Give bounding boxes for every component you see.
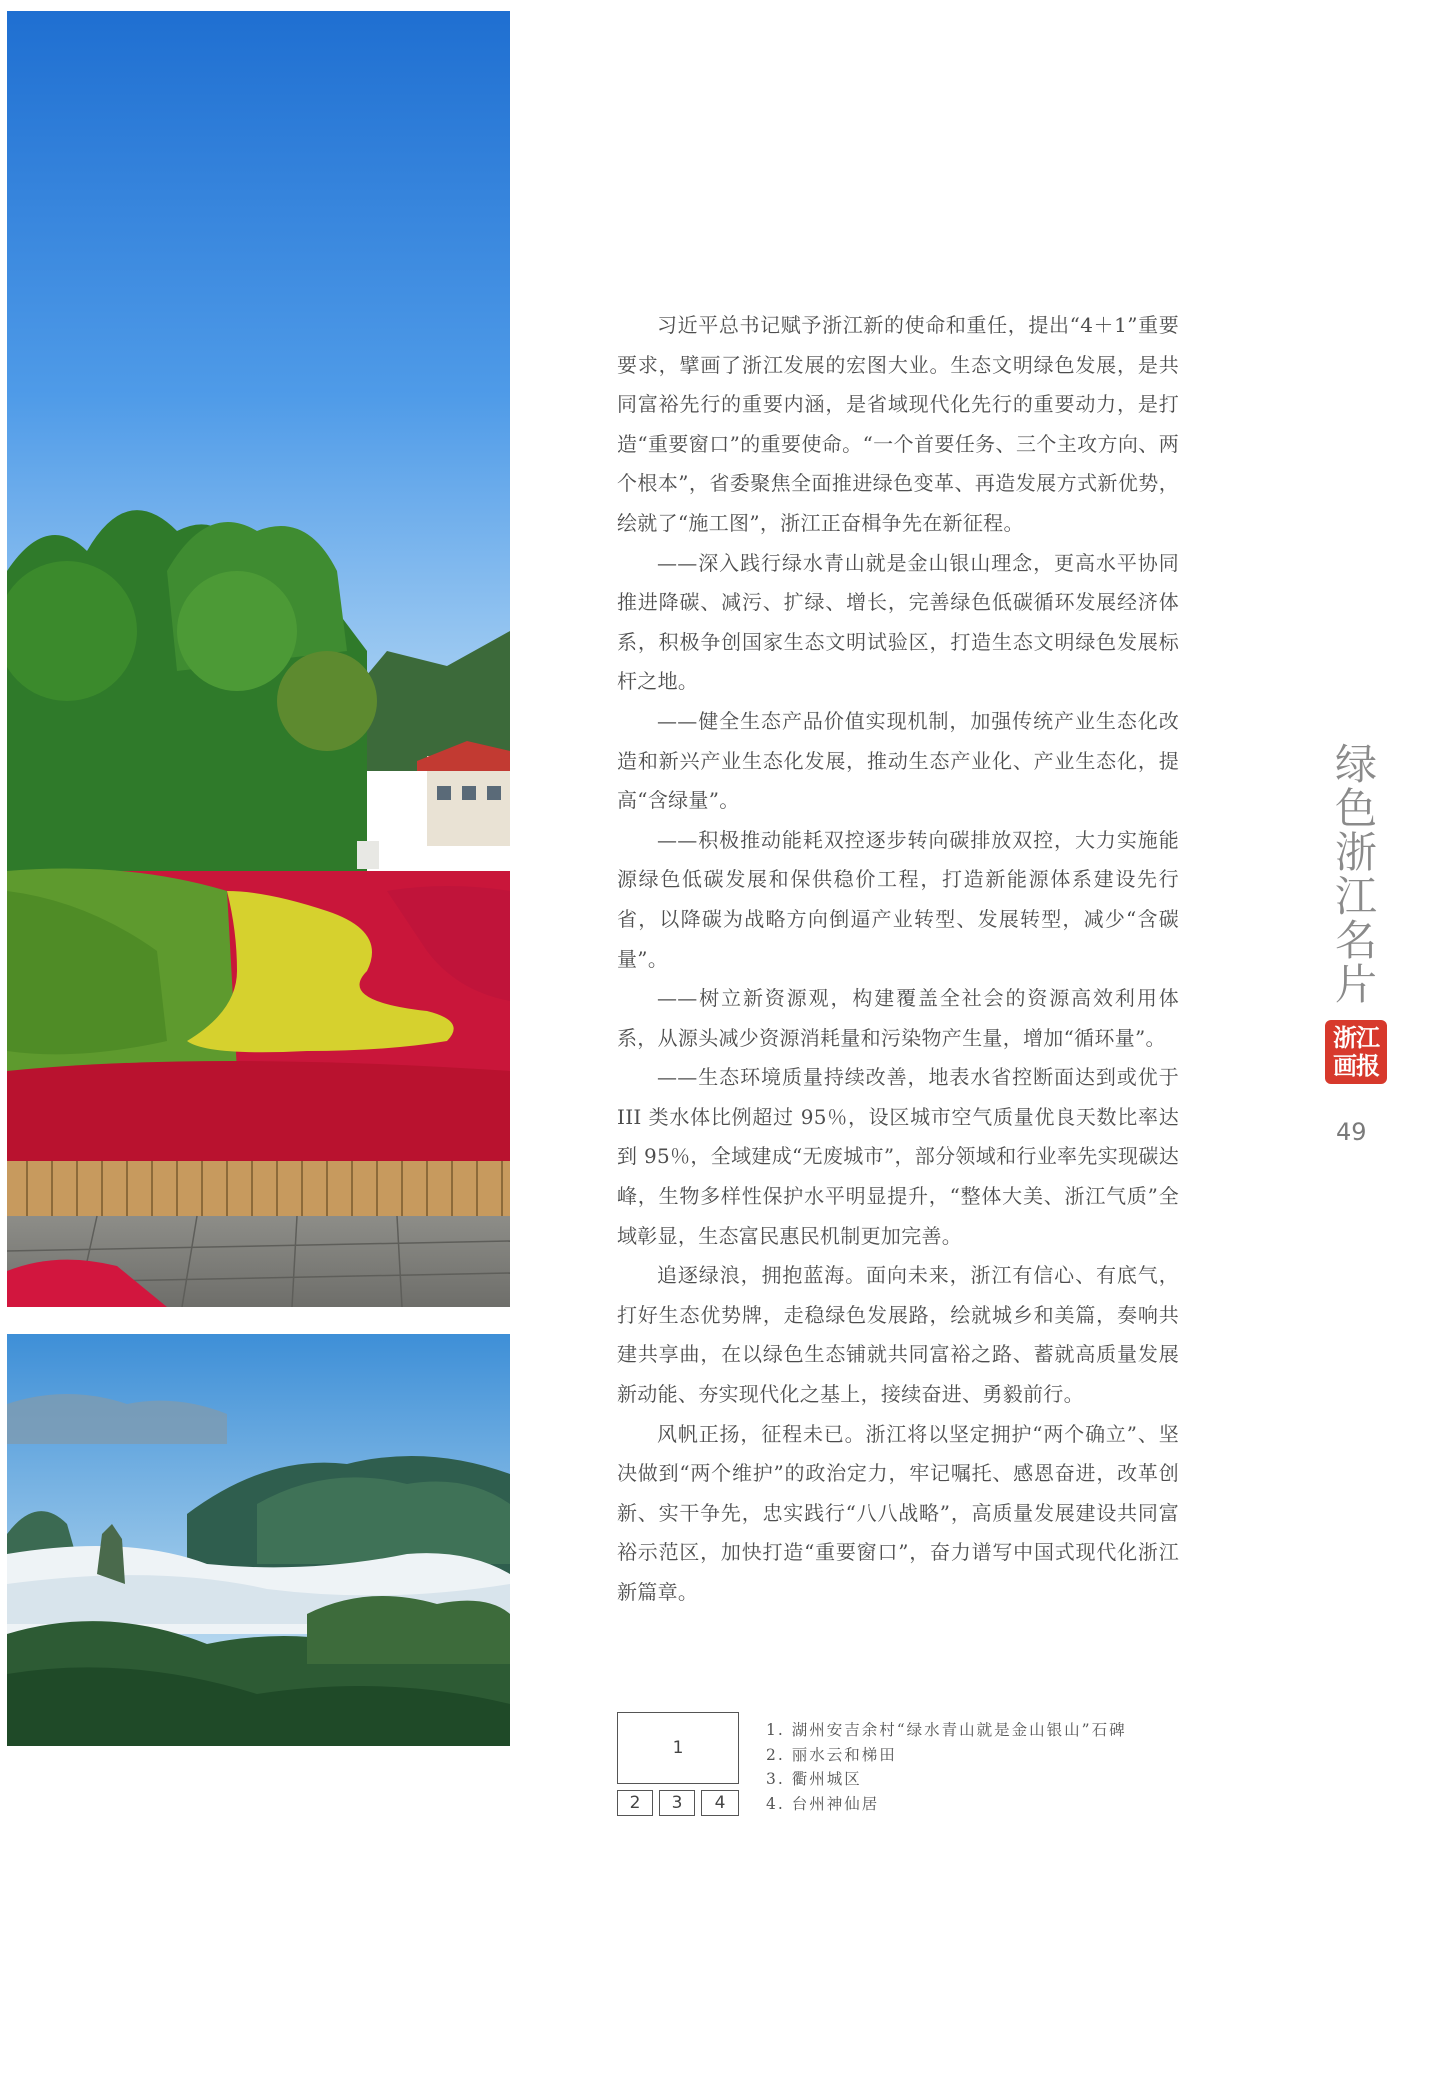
article-paragraph: ——深入践行绿水青山就是金山银山理念，更高水平协同推进降碳、减污、扩绿、增长，完善绿色低碳循环发展经济体系，积极争创国家生态文明试验区，打造生态文明绿色发展标杆之地。: [617, 550, 1179, 694]
magazine-logo: [1325, 1020, 1387, 1084]
article-paragraph: 追逐绿浪，拥抱蓝海。面向未来，浙江有信心、有底气，打好生态优势牌，走稳绿色发展路，绘就城乡和美篇，奏响共建共享曲，在以绿色生态铺就共同富裕之路、蓄就高质量发展新动能、夯实现代化之基上，接续奋进、勇毅前行。: [617, 1263, 1179, 1407]
legend-box-3: 3: [659, 1790, 695, 1816]
photo-captions: [766, 1718, 1127, 1816]
article-body: [617, 306, 1179, 1613]
article-paragraph: ——健全生态产品价值实现机制，加强传统产业生态化改造和新兴产业生态化发展，推动生态产业化、产业生态化，提高“含绿量”。: [617, 708, 1179, 813]
article-paragraph: 风帆正扬，征程未已。浙江将以坚定拥护“两个确立”、坚决做到“两个维护”的政治定力，牢记嘱托、感恩奋进，改革创新、实干争先，忠实践行“八八战略”，高质量发展建设共同富裕示范区，加快打造“重要窗口”，奋力谱写中国式现代化浙江新篇章。: [617, 1421, 1179, 1604]
legend-box-1: 1: [617, 1712, 739, 1784]
article-paragraph: ——生态环境质量持续改善，地表水省控断面达到或优于 III 类水体比例超过 95％，设区城市空气质量优良天数比率达到 95％，全域建成“无废城市”，部分领域和行业率先实现碳达峰，生物多样性保护水平明显提升，“整体大美、浙江气质”全域彰显，生态富民惠民机制更加完善。: [617, 1065, 1179, 1248]
article-paragraph: ——积极推动能耗双控逐步转向碳排放双控，大力实施能源绿色低碳发展和保供稳价工程，打造新能源体系建设先行省，以降碳为战略方向倒逼产业转型、发展转型，减少“含碳量”。: [617, 827, 1179, 971]
photo-garden-flowerbed: [7, 11, 510, 1307]
garden-illustration: [7, 11, 510, 1307]
legend-box-4: 4: [701, 1790, 739, 1816]
caption-item: 3. 衢州城区: [766, 1770, 862, 1788]
page-number: 49: [1336, 1118, 1367, 1146]
article-paragraph: ——树立新资源观，构建覆盖全社会的资源高效利用体系，从源头减少资源消耗量和污染物产生量，增加“循环量”。: [617, 986, 1179, 1050]
caption-item: 2. 丽水云和梯田: [766, 1745, 897, 1764]
caption-item: 4. 台州神仙居: [766, 1794, 880, 1813]
section-title: 绿色浙江名片: [1329, 742, 1378, 1006]
legend-box-2: 2: [617, 1790, 653, 1816]
logo-text-bottom: 画报: [1333, 1052, 1379, 1080]
article-paragraph: 习近平总书记赋予浙江新的使命和重任，提出“4＋1”重要要求，擘画了浙江发展的宏图大业。生态文明绿色发展，是共同富裕先行的重要内涵，是省域现代化先行的重要动力，是打造“重要窗口”的重要使命。“一个首要任务、三个主攻方向、两个根本”，省委聚焦全面推进绿色变革、再造发展方式新优势，绘就了“施工图”，浙江正奋楫争先在新征程。: [617, 313, 1179, 535]
mountain-illustration: [7, 1334, 510, 1746]
photo-mountains-clouds: [7, 1334, 510, 1746]
caption-item: 1. 湖州安吉余村“绿水青山就是金山银山”石碑: [766, 1721, 1127, 1739]
logo-text-top: 浙江: [1333, 1024, 1379, 1052]
